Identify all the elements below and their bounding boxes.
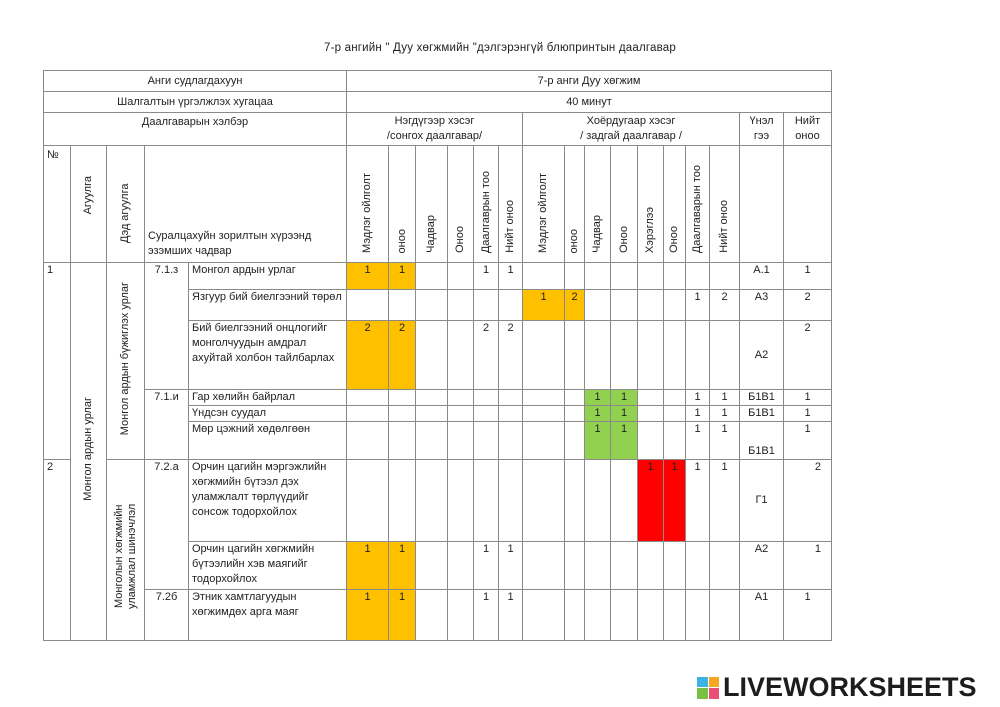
cell-count-b: 1: [686, 290, 710, 321]
cell-total: 2: [784, 290, 832, 321]
col-total-b-text: Нийт оноо: [718, 200, 730, 253]
cell-empty: [710, 321, 740, 390]
col-knowledge-text: Мэдлэг ойлголт: [361, 173, 373, 253]
col-score2-b: [611, 146, 638, 263]
col-score2-b-text: Оноо: [617, 226, 630, 253]
cell-total-b: 2: [710, 290, 740, 321]
cell-empty: [638, 321, 664, 390]
cell-empty: [565, 590, 585, 641]
cell-empty: [664, 422, 686, 460]
group1-subdomain-text: Монгол ардын бүжиглэх урлаг: [119, 281, 131, 436]
cell-empty: [499, 290, 523, 321]
row-objective: Язгуур бий биелгээний төрөл: [189, 290, 347, 321]
row-objective: Мөр цэжний хөдөлгөөн: [189, 422, 347, 460]
table-row: [44, 390, 832, 406]
total-header-line2: оноо: [795, 130, 820, 142]
row-objective: Гар хөлийн байрлал: [189, 390, 347, 406]
total-header-line1: Нийт: [794, 115, 821, 127]
col-count-text: Даалгаврын тоо: [479, 170, 492, 253]
cell-empty: [611, 460, 638, 542]
cell-empty: [499, 460, 523, 542]
cell-eval: Б1В1: [740, 422, 784, 460]
cell-empty: [347, 390, 389, 406]
cell-empty: [416, 590, 448, 641]
cell-total: 2: [784, 321, 832, 390]
cell-empty: [347, 406, 389, 422]
row-objective: Үндсэн суудал: [189, 406, 347, 422]
eval-header-line2: гээ: [753, 130, 770, 142]
cell-empty: [611, 290, 638, 321]
cell-total: 2: [784, 460, 832, 542]
col-score2: [448, 146, 474, 263]
cell-empty: [611, 542, 638, 590]
table-row: [44, 590, 832, 641]
col-score1-text: оноо: [395, 228, 408, 253]
cell-empty: [686, 590, 710, 641]
cell-empty: [347, 460, 389, 542]
cell-empty: [565, 406, 585, 422]
cell-total: 1: [784, 406, 832, 422]
cell-empty: [474, 290, 499, 321]
row-objective: Бий биелгээний онцлогийг монголчуудын амдрал ахуйтай холбон тайлбарлах: [189, 321, 347, 390]
eval-header: [740, 113, 784, 146]
cell-count-b: 1: [686, 390, 710, 406]
cell-empty: [389, 460, 416, 542]
cell-knowledge-b: 1: [523, 290, 565, 321]
table-row: [44, 263, 832, 290]
cell-total-score: 1: [499, 590, 523, 641]
cell-count-b: 1: [686, 406, 710, 422]
part2-title: Хоёрдугаар хэсэг: [586, 115, 676, 127]
cell-total-b: 1: [710, 390, 740, 406]
col-score2-text: Оноо: [454, 226, 466, 253]
subject-value: 7-р анги Дуу хөгжим: [347, 71, 832, 92]
cell-empty: [664, 290, 686, 321]
cell-knowledge: 1: [347, 542, 389, 590]
cell-score1: 1: [389, 590, 416, 641]
eval-header-line1: Үнэл: [749, 115, 774, 127]
group2-code-a: 7.2.а: [145, 460, 189, 590]
logo-icon-square: [697, 688, 708, 699]
cell-empty: [523, 542, 565, 590]
col-domain-text: Агуулга: [82, 176, 94, 215]
group1-no: 1: [44, 263, 71, 460]
cell-total: 1: [784, 590, 832, 641]
part2-header: [523, 113, 740, 146]
cell-empty: [416, 290, 448, 321]
cell-total-score: 2: [499, 321, 523, 390]
cell-score2-b: 1: [611, 390, 638, 406]
cell-score2-b: 1: [611, 406, 638, 422]
col-skill: [416, 146, 448, 263]
cell-eval: А2: [740, 321, 784, 390]
table-row: [44, 460, 832, 542]
cell-empty: [416, 460, 448, 542]
col-no: №: [44, 146, 71, 263]
cell-empty: [448, 390, 474, 406]
cell-empty: [638, 263, 664, 290]
cell-empty: [416, 406, 448, 422]
cell-total: 1: [784, 263, 832, 290]
cell-knowledge: 1: [347, 590, 389, 641]
col-subdomain: [107, 146, 145, 263]
cell-empty: [416, 422, 448, 460]
liveworksheets-logo: [697, 672, 977, 703]
duration-value: 40 минут: [347, 92, 832, 113]
cell-empty: [448, 406, 474, 422]
cell-empty: [448, 460, 474, 542]
cell-empty: [565, 542, 585, 590]
cell-skill-b: 1: [585, 422, 611, 460]
cell-empty: [523, 263, 565, 290]
col-knowledge-b: [523, 146, 565, 263]
cell-eval: Б1В1: [740, 406, 784, 422]
cell-empty: [499, 406, 523, 422]
part1-header: [347, 113, 523, 146]
cell-empty: [347, 422, 389, 460]
group1-domain: [71, 263, 107, 641]
col-subdomain-text: Дэд агуулга: [119, 183, 131, 243]
col-count-b-text: Даалгаварын тоо: [691, 164, 703, 253]
col-total-b: [710, 146, 740, 263]
cell-empty: [474, 406, 499, 422]
cell-empty: [523, 390, 565, 406]
cell-score1: 2: [389, 321, 416, 390]
col-score1-b: [565, 146, 585, 263]
cell-empty: [638, 390, 664, 406]
cell-total-b: 1: [710, 422, 740, 460]
cell-empty: [585, 542, 611, 590]
cell-knowledge: 2: [347, 321, 389, 390]
cell-empty: [565, 422, 585, 460]
cell-total: 1: [784, 390, 832, 406]
col-score1-b-text: оноо: [568, 228, 580, 253]
col-total-empty: [784, 146, 832, 263]
cell-eval: А.1: [740, 263, 784, 290]
row-objective: Орчин цагийн хөгжмийн бүтээлийн хэв маягийг тодорхойлох: [189, 542, 347, 590]
cell-empty: [565, 460, 585, 542]
logo-icon-square: [709, 677, 720, 688]
col-score1: [389, 146, 416, 263]
col-count-b: [686, 146, 710, 263]
cell-empty: [638, 542, 664, 590]
cell-count: 1: [474, 263, 499, 290]
logo-text: LIVEWORKSHEETS: [723, 672, 977, 702]
logo-icon: [697, 677, 719, 699]
cell-empty: [686, 263, 710, 290]
part2-subtitle: / задгай даалгавар /: [580, 130, 682, 142]
cell-total-score: 1: [499, 263, 523, 290]
col-score3-text: Оноо: [668, 226, 680, 253]
cell-empty: [664, 406, 686, 422]
logo-icon-square: [709, 688, 720, 699]
cell-score2-b: 1: [611, 422, 638, 460]
cell-eval: А2: [740, 542, 784, 590]
cell-eval: Г1: [740, 460, 784, 542]
col-skill-b-text: Чадвар: [591, 215, 603, 253]
cell-total-b: 1: [710, 460, 740, 542]
cell-skill: [416, 263, 448, 290]
cell-empty: [585, 590, 611, 641]
cell-empty: [474, 460, 499, 542]
cell-empty: [686, 542, 710, 590]
cell-empty: [638, 406, 664, 422]
cell-empty: [389, 290, 416, 321]
row-objective: Монгол ардын урлаг: [189, 263, 347, 290]
cell-skill-b: 1: [585, 390, 611, 406]
cell-skill-b: 1: [585, 406, 611, 422]
cell-empty: [611, 590, 638, 641]
cell-empty: [416, 390, 448, 406]
logo-icon-square: [697, 677, 708, 688]
cell-score1-b: 2: [565, 290, 585, 321]
cell-empty: [389, 390, 416, 406]
cell-empty: [585, 460, 611, 542]
col-score3: [664, 146, 686, 263]
cell-score2: [448, 263, 474, 290]
cell-empty: [474, 390, 499, 406]
col-count: [474, 146, 499, 263]
group1-subdomain: [107, 263, 145, 460]
group2-subdomain-text: Монголын хөгжмийн уламжлал шинэчлэл: [112, 503, 138, 609]
cell-empty: [448, 542, 474, 590]
cell-empty: [585, 263, 611, 290]
group2-code-b: 7.2б: [145, 590, 189, 641]
group1-code-b: 7.1.и: [145, 390, 189, 460]
cell-empty: [565, 263, 585, 290]
cell-empty: [523, 590, 565, 641]
cell-empty: [347, 290, 389, 321]
cell-empty: [448, 590, 474, 641]
group2-no: 2: [44, 460, 71, 641]
col-knowledge: [347, 146, 389, 263]
cell-total-b: 1: [710, 406, 740, 422]
cell-empty: [710, 590, 740, 641]
col-eval-empty: [740, 146, 784, 263]
page-title: 7-р ангийн " Дуу хөгжмийн "дэлгэрэнгүй блюпринтын даалгавар: [324, 42, 676, 54]
group1-code-a: 7.1.з: [145, 263, 189, 390]
cell-empty: [523, 321, 565, 390]
cell-count-b: 1: [686, 460, 710, 542]
col-skill-text: Чадвар: [425, 215, 437, 253]
group1-domain-text: Монгол ардын урлаг: [82, 397, 94, 501]
cell-empty: [389, 406, 416, 422]
cell-total-score: 1: [499, 542, 523, 590]
cell-count-b: 1: [686, 422, 710, 460]
cell-empty: [710, 542, 740, 590]
cell-total: 1: [784, 542, 832, 590]
cell-empty: [664, 321, 686, 390]
cell-empty: [448, 321, 474, 390]
blueprint-table: [43, 70, 832, 641]
cell-score3: 1: [664, 460, 686, 542]
cell-empty: [523, 460, 565, 542]
col-application-text: Хэрэглээ: [644, 206, 656, 253]
cell-empty: [389, 422, 416, 460]
part1-subtitle: /сонгох даалгавар/: [386, 130, 483, 142]
col-total-score-text: Нийт оноо: [504, 200, 516, 253]
col-application: [638, 146, 664, 263]
col-objective: Суралцахуйн зорилтын хүрээнд эзэмших чадвар: [145, 146, 347, 263]
cell-empty: [565, 390, 585, 406]
cell-knowledge: 1: [347, 263, 389, 290]
cell-empty: [638, 590, 664, 641]
cell-empty: [416, 542, 448, 590]
cell-eval: Б1В1: [740, 390, 784, 406]
cell-empty: [585, 321, 611, 390]
cell-empty: [664, 390, 686, 406]
cell-score1: 1: [389, 542, 416, 590]
cell-total: 1: [784, 422, 832, 460]
cell-empty: [448, 290, 474, 321]
cell-empty: [416, 321, 448, 390]
cell-score1: 1: [389, 263, 416, 290]
cell-application: 1: [638, 460, 664, 542]
cell-empty: [611, 321, 638, 390]
col-skill-b: [585, 146, 611, 263]
cell-eval: А3: [740, 290, 784, 321]
col-domain: [71, 146, 107, 263]
cell-empty: [664, 590, 686, 641]
part1-title: Нэгдүгээр хэсэг: [394, 115, 475, 127]
cell-count: 1: [474, 590, 499, 641]
cell-empty: [611, 263, 638, 290]
cell-empty: [664, 542, 686, 590]
cell-empty: [638, 422, 664, 460]
cell-empty: [474, 422, 499, 460]
row-objective: Орчин цагийн мэргэжлийн хөгжмийн бүтээл дэх уламжлалт төрлүүдийг сонсож тодорхойлох: [189, 460, 347, 542]
cell-empty: [638, 290, 664, 321]
cell-empty: [710, 263, 740, 290]
duration-label: Шалгалтын үргэлжлэх хугацаа: [44, 92, 347, 113]
cell-empty: [523, 406, 565, 422]
row-objective: Этник хамтлагуудын хөгжимдөх арга маяг: [189, 590, 347, 641]
subject-label: Анги судлагдахуун: [44, 71, 347, 92]
cell-empty: [664, 263, 686, 290]
cell-empty: [565, 321, 585, 390]
col-knowledge-b-text: Мэдлэг ойлголт: [537, 173, 549, 253]
cell-empty: [523, 422, 565, 460]
cell-empty: [686, 321, 710, 390]
cell-eval: А1: [740, 590, 784, 641]
task-form-label: Даалгаварын хэлбэр: [44, 113, 347, 146]
col-total-score: [499, 146, 523, 263]
cell-empty: [585, 290, 611, 321]
group2-subdomain: [107, 460, 145, 641]
cell-empty: [499, 390, 523, 406]
cell-empty: [448, 422, 474, 460]
cell-empty: [499, 422, 523, 460]
total-header: [784, 113, 832, 146]
cell-count: 2: [474, 321, 499, 390]
cell-count: 1: [474, 542, 499, 590]
